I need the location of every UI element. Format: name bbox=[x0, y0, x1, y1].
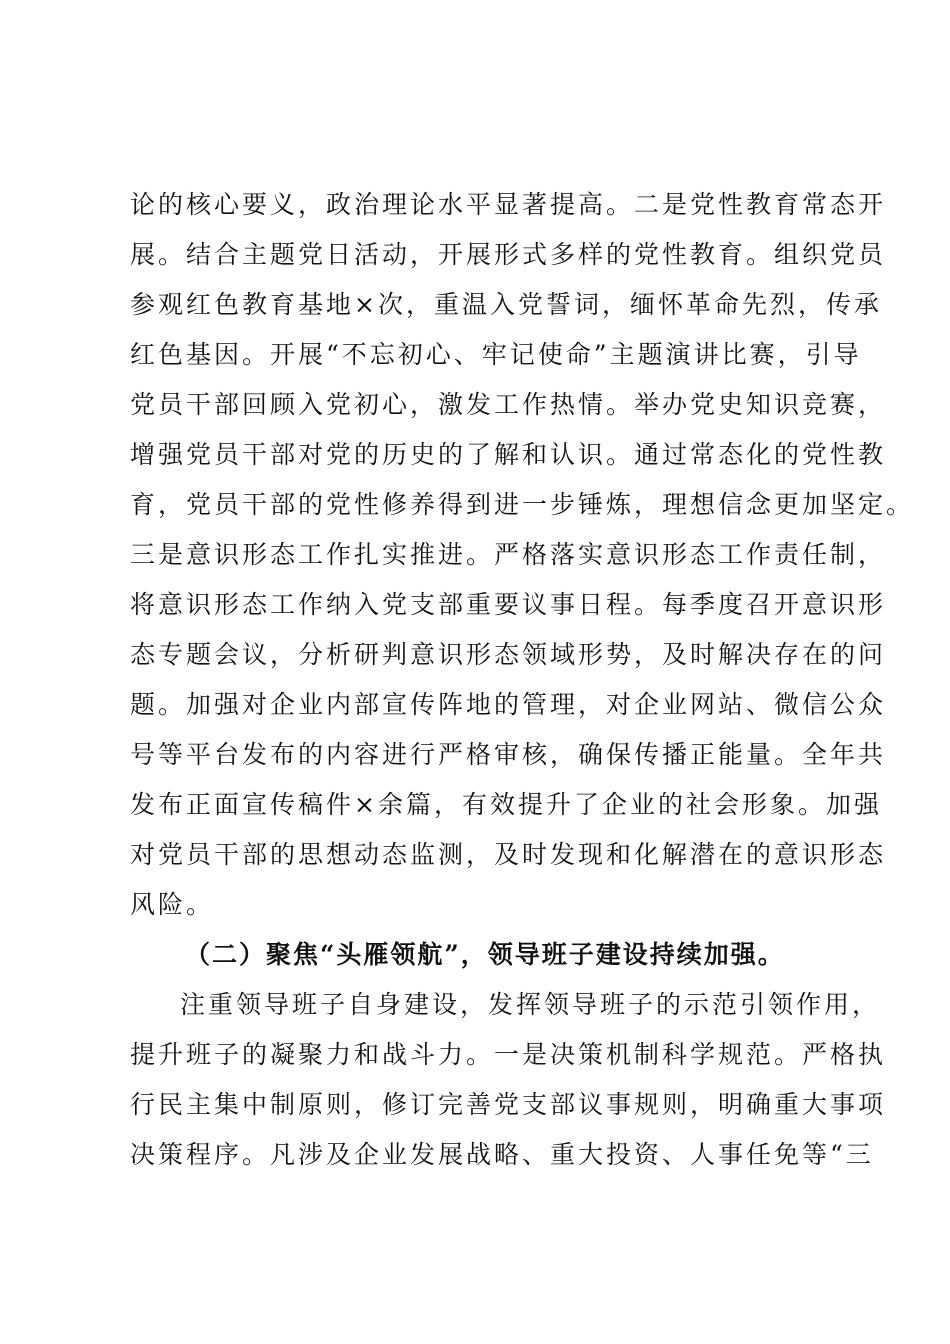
body-text-line: 参观红色教育基地×次，重温入党誓词，缅怀革命先烈，传承 bbox=[130, 290, 882, 319]
body-text-line: 行民主集中制原则，修订完善党支部议事规则，明确重大事项 bbox=[130, 1090, 887, 1119]
body-text-line: 三是意识形态工作扎实推进。严格落实意识形态工作责任制， bbox=[130, 540, 887, 569]
body-text-line: 对党员干部的思想动态监测，及时发现和化解潜在的意识形态 bbox=[130, 840, 887, 869]
section-heading: （二）聚焦“头雁领航”，领导班子建设持续加强。 bbox=[185, 940, 785, 969]
body-text-line: 将意识形态工作纳入党支部重要议事日程。每季度召开意识形 bbox=[130, 590, 887, 619]
body-text-line: 党员干部回顾入党初心，激发工作热情。举办党史知识竞赛， bbox=[130, 390, 887, 419]
body-text-line: 展。结合主题党日活动，开展形式多样的党性教育。组织党员 bbox=[130, 240, 887, 269]
body-text-line: 题。加强对企业内部宣传阵地的管理，对企业网站、微信公众 bbox=[130, 690, 887, 719]
body-text-line: 态专题会议，分析研判意识形态领域形势，及时解决存在的问 bbox=[130, 640, 887, 669]
body-text-line: 红色基因。开展“不忘初心、牢记使命”主题演讲比赛，引导 bbox=[130, 340, 862, 369]
body-text-line: 论的核心要义，政治理论水平显著提高。二是党性教育常态开 bbox=[130, 190, 887, 219]
paragraph-first-line: 注重领导班子自身建设，发挥领导班子的示范引领作用， bbox=[180, 990, 881, 1019]
body-text-line: 号等平台发布的内容进行严格审核，确保传播正能量。全年共 bbox=[130, 740, 887, 769]
body-text-line: 提升班子的凝聚力和战斗力。一是决策机制科学规范。严格执 bbox=[130, 1040, 887, 1069]
body-text-line: 增强党员干部对党的历史的了解和认识。通过常态化的党性教 bbox=[130, 440, 887, 469]
body-text-line: 决策程序。凡涉及企业发展战略、重大投资、人事任免等“三 bbox=[130, 1140, 874, 1169]
body-text-line: 育，党员干部的党性修养得到进一步锤炼，理想信念更加坚定。 bbox=[130, 490, 915, 519]
body-text-line: 发布正面宣传稿件×余篇，有效提升了企业的社会形象。加强 bbox=[130, 790, 882, 819]
body-text-line: 风险。 bbox=[130, 890, 215, 919]
